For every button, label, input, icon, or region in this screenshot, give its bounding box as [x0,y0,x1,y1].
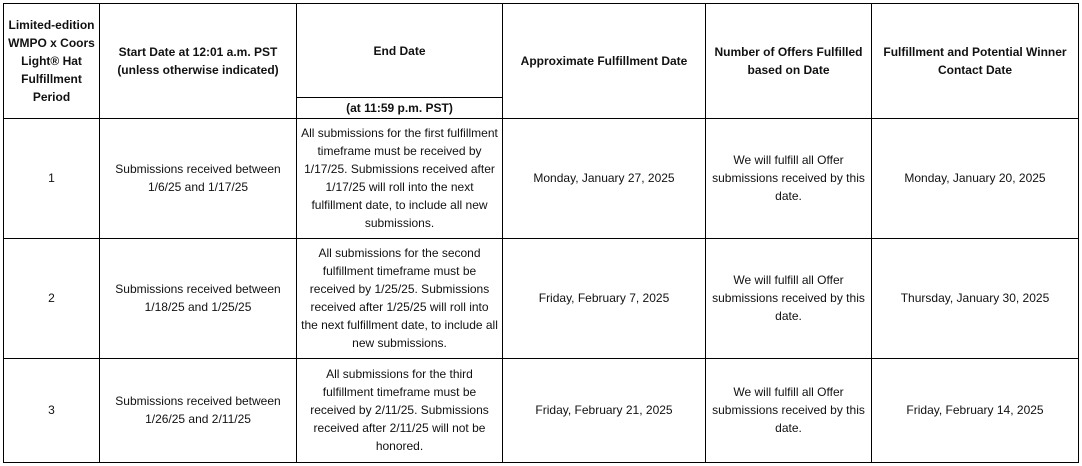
table-row [4,119,1079,239]
start-date-cell: Submissions received between 1/18/25 and 1/25/25 [100,238,297,358]
period-cell: 1 [4,119,100,239]
header-row [4,4,1079,98]
offers-fulfilled-cell: We will fulfill all Offer submissions received by this date. [706,119,872,239]
end-date-cell: All submissions for the first fulfillment timeframe must be received by 1/17/25. Submissions received after 1/17/25 will roll into the next fulfillment date, to include all new submissions. [297,119,503,239]
header-contact-date: Fulfillment and Potential Winner Contact Date [872,4,1079,119]
header-period: Limited-edition WMPO x Coors Light® Hat Fulfillment Period [4,4,100,119]
fulfillment-date-cell: Monday, January 27, 2025 [503,119,706,239]
table-row [4,238,1079,358]
offers-fulfilled-cell: We will fulfill all Offer submissions received by this date. [706,358,872,462]
table-row [4,358,1079,462]
header-end-date-sub: (at 11:59 p.m. PST) [297,98,503,119]
fulfillment-date-cell: Friday, February 21, 2025 [503,358,706,462]
header-fulfillment-date: Approximate Fulfillment Date [503,4,706,119]
period-cell: 3 [4,358,100,462]
start-date-cell: Submissions received between 1/6/25 and 1/17/25 [100,119,297,239]
end-date-cell: All submissions for the second fulfillment timeframe must be received by 1/25/25. Submissions received after 1/25/25 will roll into the next fulfillment date, to include all new submissions. [297,238,503,358]
period-cell: 2 [4,238,100,358]
contact-date-cell: Friday, February 14, 2025 [872,358,1079,462]
header-start-date: Start Date at 12:01 a.m. PST (unless otherwise indicated) [100,4,297,119]
offers-fulfilled-cell: We will fulfill all Offer submissions received by this date. [706,238,872,358]
contact-date-cell: Monday, January 20, 2025 [872,119,1079,239]
header-end-date: End Date [297,4,503,98]
start-date-cell: Submissions received between 1/26/25 and 2/11/25 [100,358,297,462]
end-date-cell: All submissions for the third fulfillment timeframe must be received by 2/11/25. Submissions received after 2/11/25 will not be honored. [297,358,503,462]
contact-date-cell: Thursday, January 30, 2025 [872,238,1079,358]
fulfillment-date-cell: Friday, February 7, 2025 [503,238,706,358]
fulfillment-schedule-table [3,3,1079,463]
header-offers-fulfilled: Number of Offers Fulfilled based on Date [706,4,872,119]
